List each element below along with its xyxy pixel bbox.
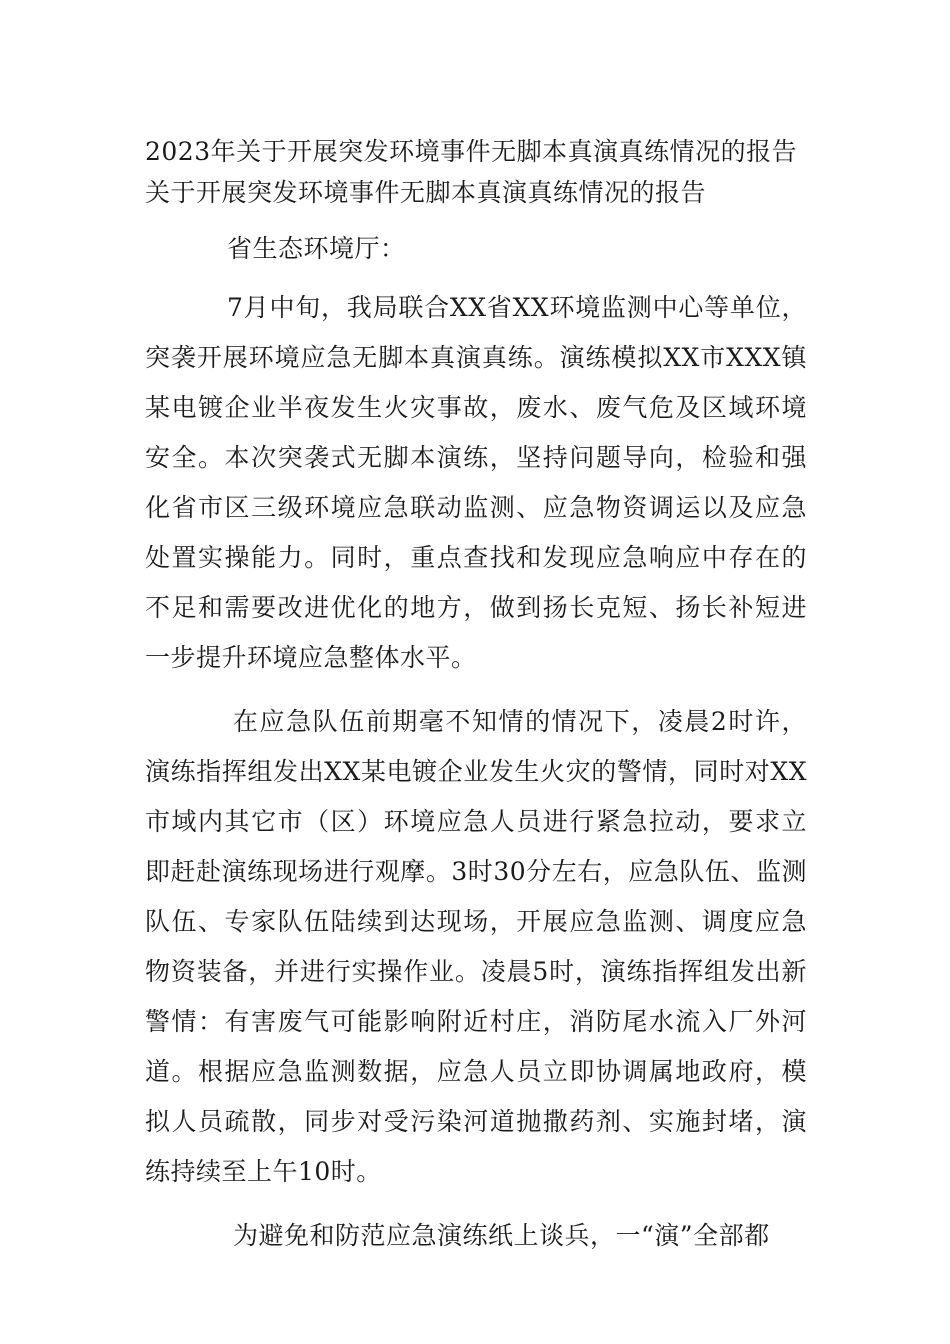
paragraph: 在应急队伍前期毫不知情的情况下，凌晨2时许，演练指挥组发出XX某电镀企业发生火灾的警情，同时对XX市域内其它市（区）环境应急人员进行紧急拉动，要求立即赶赴演练现场进行观摩。3时30分左右，应急队伍、监测队伍、专家队伍陆续到达现场，开展应急监测、调度应急物资装备，并进行实操作业。凌晨5时，演练指挥组发出新警情：有害废气可能影响附近村庄，消防尾水流入厂外河道。根据应急监测数据，应急人员立即协调属地政府，模拟人员疏散，同步对受污染河道抛撒药剂、实施封堵，演练持续至上午10时。 <box>145 707 807 1186</box>
document-title: 2023年关于开展突发环境事件无脚本真演真练情况的报告 <box>145 137 798 166</box>
addressee: 省生态环境厅： <box>227 234 406 263</box>
document-body <box>145 132 807 1261</box>
paragraph: 为避免和防范应急演练纸上谈兵，一“演”全部都 <box>233 1221 770 1250</box>
document-subtitle: 关于开展突发环境事件无脚本真演真练情况的报告 <box>145 178 707 207</box>
paragraph: 7月中旬，我局联合XX省XX环境监测中心等单位，突袭开展环境应急无脚本真演真练。演练模拟XX市XXX镇某电镀企业半夜发生火灾事故，废水、废气危及区域环境安全。本次突袭式无脚本演练，坚持问题导向，检验和强化省市区三级环境应急联动监测、应急物资调运以及应急处置实操能力。同时，重点查找和发现应急响应中存在的不足和需要改进优化的地方，做到扬长克短、扬长补短进一步提升环境应急整体水平。 <box>145 293 807 672</box>
